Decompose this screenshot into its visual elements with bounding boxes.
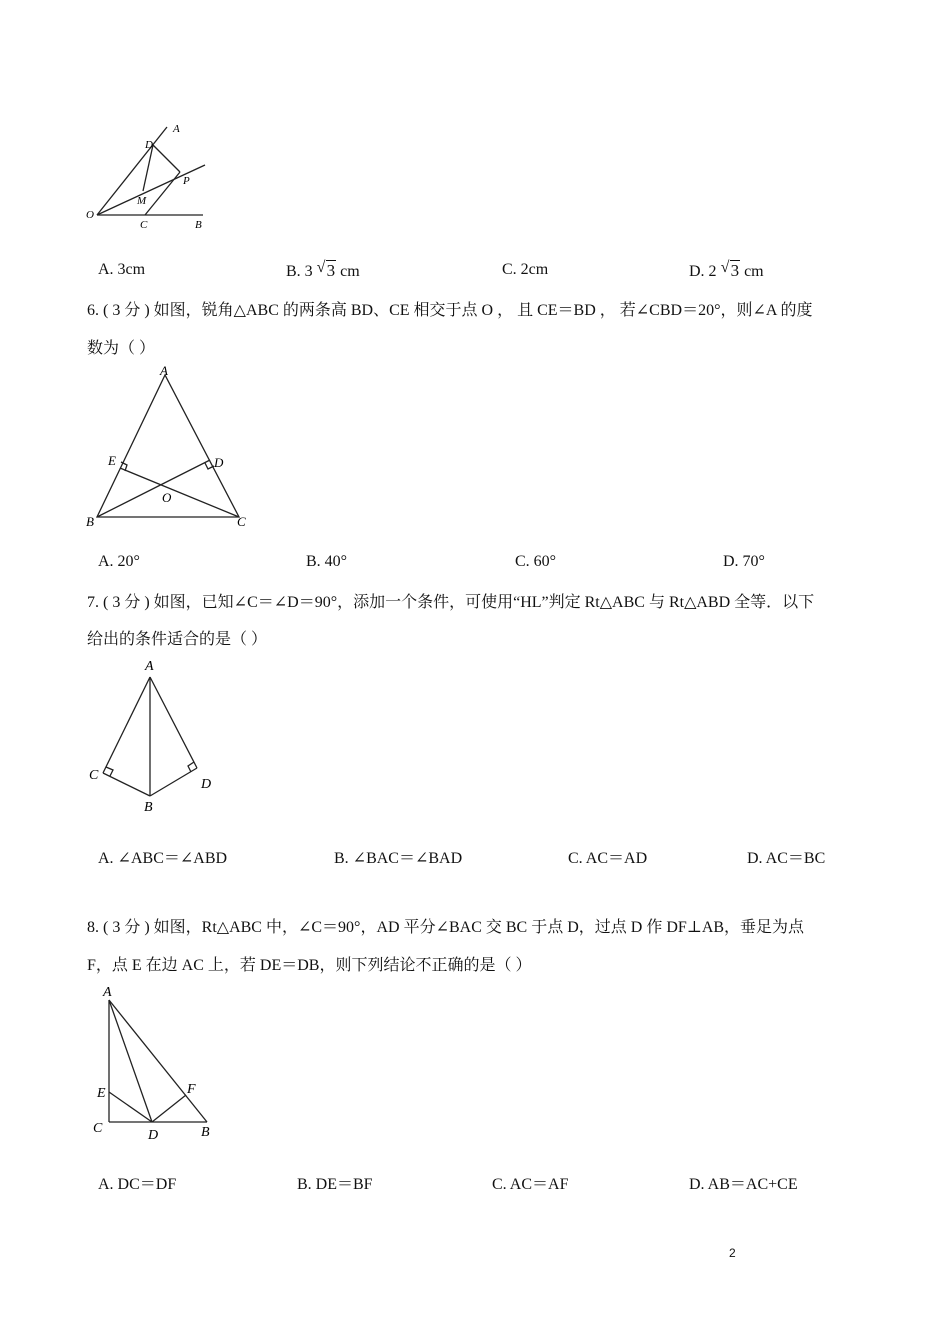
q6-label-a: A xyxy=(160,363,168,378)
q6-text-line1: 6. ( 3 分 ) 如图，锐角△ABC 的两条高 BD、CE 相交于点 O ， 且 CE＝BD ， 若∠CBD＝20°，则∠A 的度 xyxy=(87,302,813,319)
q6-label-c: C xyxy=(237,514,246,529)
q5-option-c: C. 2cm xyxy=(502,261,549,278)
q7-option-a: A. ∠ABC＝∠ABD xyxy=(98,850,228,867)
q6-label-b: B xyxy=(86,514,94,529)
q6-text-line2: 数为（ ） xyxy=(87,340,156,357)
q5-label-b: B xyxy=(195,219,202,231)
q6-option-a: A. 20° xyxy=(98,553,140,570)
q8-text-line2: F，点 E 在边 AC 上，若 DE＝DB，则下列结论不正确的是（ ） xyxy=(87,957,532,974)
q8-figure xyxy=(85,980,225,1145)
q7-label-c: C xyxy=(89,768,99,783)
q6-label-o: O xyxy=(162,490,172,505)
q5-figure xyxy=(85,120,215,235)
q8-label-c: C xyxy=(93,1121,103,1136)
page-number: 2 xyxy=(729,1246,736,1260)
q5-option-d-prefix: D. 2 xyxy=(689,263,717,280)
q7-option-c: C. AC＝AD xyxy=(568,850,648,867)
q8-option-c: C. AC＝AF xyxy=(492,1176,569,1193)
q5-option-d-radicand: 3 xyxy=(730,261,740,280)
q7-text-line2: 给出的条件适合的是（ ） xyxy=(87,631,268,648)
q5-option-b-sqrt: √ 3 xyxy=(316,259,336,280)
q5-label-d: D xyxy=(145,139,153,151)
q7-label-b: B xyxy=(144,800,153,815)
q5-label-p: P xyxy=(183,175,190,187)
q7-label-d: D xyxy=(201,777,212,792)
q8-text-line1: 8. ( 3 分 ) 如图，Rt△ABC 中，∠C＝90°，AD 平分∠BAC 交 BC 于点 D，过点 D 作 DF⊥AB，垂足为点 xyxy=(87,919,805,936)
q8-label-d: D xyxy=(148,1128,159,1143)
q7-label-a: A xyxy=(145,659,154,674)
q6-option-d: D. 70° xyxy=(723,553,765,570)
q5-option-d-sqrt: √ 3 xyxy=(720,259,740,280)
q5-label-o: O xyxy=(86,209,94,221)
q5-option-b-radicand: 3 xyxy=(326,261,336,280)
q8-label-b: B xyxy=(201,1125,210,1140)
q8-option-b: B. DE＝BF xyxy=(297,1176,373,1193)
q7-option-d: D. AC＝BC xyxy=(747,850,826,867)
q7-option-b: B. ∠BAC＝∠BAD xyxy=(334,850,463,867)
q5-option-b xyxy=(286,261,360,281)
q8-option-d: D. AB＝AC+CE xyxy=(689,1176,798,1193)
q5-label-m: M xyxy=(137,195,147,207)
q5-label-a: A xyxy=(173,123,180,135)
q6-label-e: E xyxy=(108,453,116,468)
q7-figure xyxy=(85,655,225,815)
q8-label-a: A xyxy=(103,985,112,1000)
q6-option-b: B. 40° xyxy=(306,553,348,570)
q6-option-c: C. 60° xyxy=(515,553,557,570)
q6-label-d: D xyxy=(214,455,224,470)
q5-option-b-prefix: B. 3 xyxy=(286,263,313,280)
q6-figure xyxy=(82,360,257,535)
q5-option-d-unit: cm xyxy=(744,263,764,280)
q5-label-c: C xyxy=(140,219,148,231)
q5-option-b-unit: cm xyxy=(340,263,360,280)
q8-label-e: E xyxy=(97,1086,106,1101)
q8-label-f: F xyxy=(187,1082,196,1097)
q8-option-a: A. DC＝DF xyxy=(98,1176,177,1193)
q5-option-a: A. 3cm xyxy=(98,261,146,278)
q7-text-line1: 7. ( 3 分 ) 如图，已知∠C＝∠D＝90°，添加一个条件，可使用“HL”判定 Rt△ABC 与 Rt△ABD 全等．以下 xyxy=(87,594,815,611)
q5-option-d xyxy=(689,261,764,281)
